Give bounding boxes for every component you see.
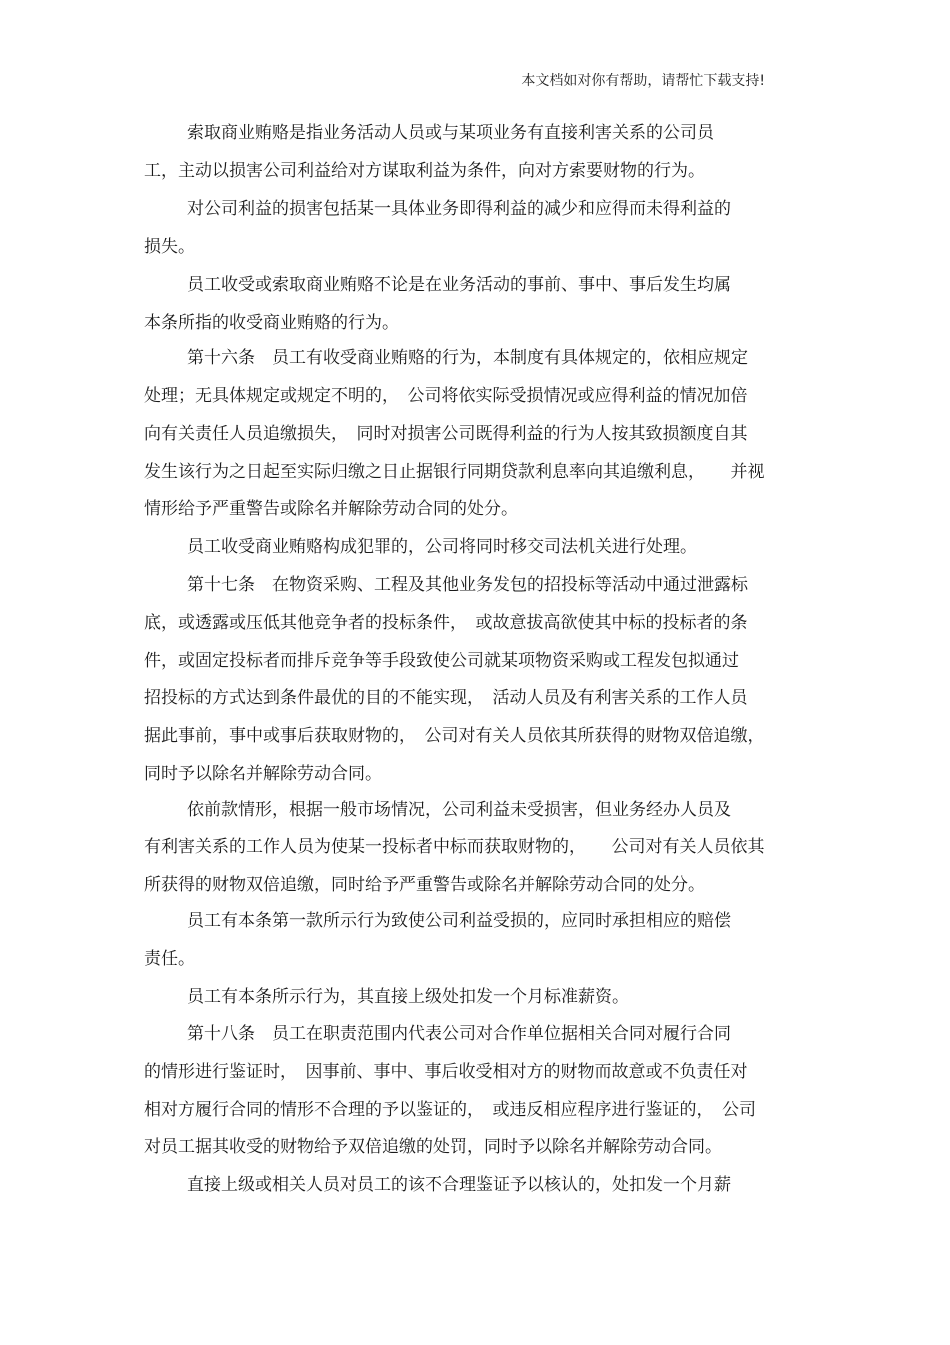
text-line: 员工有本条所示行为，其直接上级处扣发一个月标准薪资。 — [187, 987, 629, 1007]
text-line: 对员工据其收受的财物给予双倍追缴的处罚，同时予以除名并解除劳动合同。 — [144, 1137, 722, 1157]
text-line: 对公司利益的损害包括某一具体业务即得利益的减少和应得而未得利益的 — [187, 199, 731, 219]
text-line: 据此事前，事中或事后获取财物的， 公司对有关人员依其所获得的财物双倍追缴， — [144, 726, 765, 746]
text-line: 本条所指的收受商业贿赂的行为。 — [144, 313, 399, 333]
text-line: 责任。 — [144, 949, 195, 969]
text-line: 依前款情形，根据一般市场情况，公司利益未受损害，但业务经办人员及 — [187, 800, 731, 820]
text-line: 索取商业贿赂是指业务活动人员或与某项业务有直接利害关系的公司员 — [187, 123, 714, 143]
text-line: 工，主动以损害公司利益给对方谋取利益为条件，向对方索要财物的行为。 — [144, 161, 705, 181]
text-line: 处理；无具体规定或规定不明的， 公司将依实际受损情况或应得利益的情况加倍 — [144, 386, 748, 406]
page-header: 本文档如对你有帮助，请帮忙下载支持! — [521, 73, 765, 89]
text-line: 损失。 — [144, 237, 195, 257]
text-line: 向有关责任人员追缴损失， 同时对损害公司既得利益的行为人按其致损额度自其 — [144, 424, 748, 444]
text-line: 发生该行为之日起至实际归缴之日止据银行同期贷款利息率向其追缴利息， 并视 — [144, 462, 765, 482]
text-line: 的情形进行鉴证时， 因事前、事中、事后收受相对方的财物而故意或不负责任对 — [144, 1062, 748, 1082]
text-line: 直接上级或相关人员对员工的该不合理鉴证予以核认的，处扣发一个月薪 — [187, 1175, 731, 1195]
text-line: 第十七条 在物资采购、工程及其他业务发包的招投标等活动中通过泄露标 — [187, 575, 748, 595]
text-line: 招投标的方式达到条件最优的目的不能实现， 活动人员及有利害关系的工作人员 — [144, 688, 748, 708]
text-line: 相对方履行合同的情形不合理的予以鉴证的， 或违反相应程序进行鉴证的， 公司 — [144, 1100, 756, 1120]
text-line: 底，或透露或压低其他竞争者的投标条件， 或故意拔高欲使其中标的投标者的条 — [144, 613, 748, 633]
text-line: 有利害关系的工作人员为使某一投标者中标而获取财物的， 公司对有关人员依其 — [144, 837, 765, 857]
text-line: 情形给予严重警告或除名并解除劳动合同的处分。 — [144, 499, 518, 519]
text-line: 第十六条 员工有收受商业贿赂的行为，本制度有具体规定的，依相应规定 — [187, 348, 748, 368]
text-line: 第十八条 员工在职责范围内代表公司对合作单位据相关合同对履行合同 — [187, 1024, 731, 1044]
text-line: 员工有本条第一款所示行为致使公司利益受损的，应同时承担相应的赔偿 — [187, 911, 731, 931]
text-line: 员工收受商业贿赂构成犯罪的，公司将同时移交司法机关进行处理。 — [187, 537, 697, 557]
text-line: 件，或固定投标者而排斥竞争等手段致使公司就某项物资采购或工程发包拟通过 — [144, 651, 739, 671]
text-line: 所获得的财物双倍追缴，同时给予严重警告或除名并解除劳动合同的处分。 — [144, 875, 705, 895]
text-line: 同时予以除名并解除劳动合同。 — [144, 764, 382, 784]
text-line: 员工收受或索取商业贿赂不论是在业务活动的事前、事中、事后发生均属 — [187, 275, 731, 295]
